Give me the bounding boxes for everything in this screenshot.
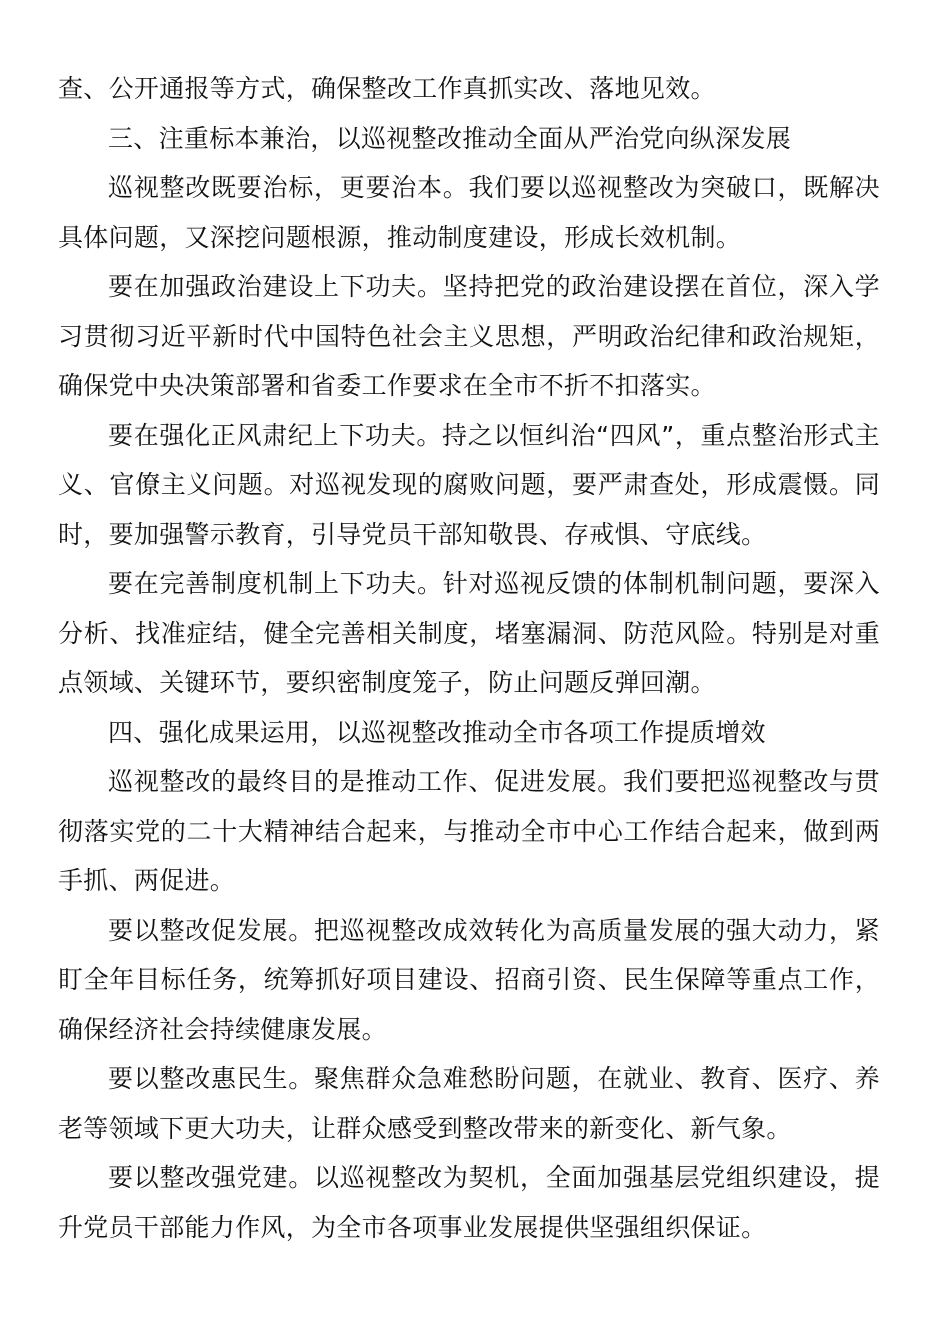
document-body — [58, 64, 880, 1252]
paragraph-continuation: 查、公开通报等方式，确保整改工作真抓实改、落地见效。 — [58, 74, 716, 103]
paragraph: 巡视整改的最终目的是推动工作、促进发展。我们要把巡视整改与贯彻落实党的二十大精神结合起来，与推动全市中心工作结合起来，做到两手抓、两促进。 — [58, 767, 880, 895]
paragraph: 要以整改促发展。把巡视整改成效转化为高质量发展的强大动力，紧盯全年目标任务，统筹抓好项目建设、招商引资、民生保障等重点工作，确保经济社会持续健康发展。 — [58, 915, 880, 1044]
section-heading-4: 四、强化成果运用，以巡视整改推动全市各项工作提质增效 — [108, 717, 766, 747]
paragraph: 巡视整改既要治标，更要治本。我们要以巡视整改为突破口，既解决具体问题，又深挖问题根源，推动制度建设，形成长效机制。 — [58, 173, 880, 252]
paragraph: 要以整改惠民生。聚焦群众急难愁盼问题，在就业、教育、医疗、养老等领域下更大功夫，让群众感受到整改带来的新变化、新气象。 — [58, 1064, 880, 1143]
paragraph: 要在强化正风肃纪上下功夫。持之以恒纠治“四风”，重点整治形式主义、官僚主义问题。对巡视发现的腐败问题，要严肃查处，形成震慑。同时，要加强警示教育，引导党员干部知敬畏、存戒惧、守底线。 — [58, 420, 880, 549]
paragraph: 要以整改强党建。以巡视整改为契机，全面加强基层党组织建设，提升党员干部能力作风，为全市各项事业发展提供坚强组织保证。 — [58, 1163, 880, 1242]
section-heading-3: 三、注重标本兼治，以巡视整改推动全面从严治党向纵深发展 — [108, 123, 792, 153]
paragraph: 要在加强政治建设上下功夫。坚持把党的政治建设摆在首位，深入学习贯彻习近平新时代中国特色社会主义思想，严明政治纪律和政治规矩，确保党中央决策部署和省委工作要求在全市不折不扣落实。 — [58, 272, 880, 400]
paragraph: 要在完善制度机制上下功夫。针对巡视反馈的体制机制问题，要深入分析、找准症结，健全完善相关制度，堵塞漏洞、防范风险。特别是对重点领域、关键环节，要织密制度笼子，防止问题反弹回潮。 — [58, 569, 880, 697]
